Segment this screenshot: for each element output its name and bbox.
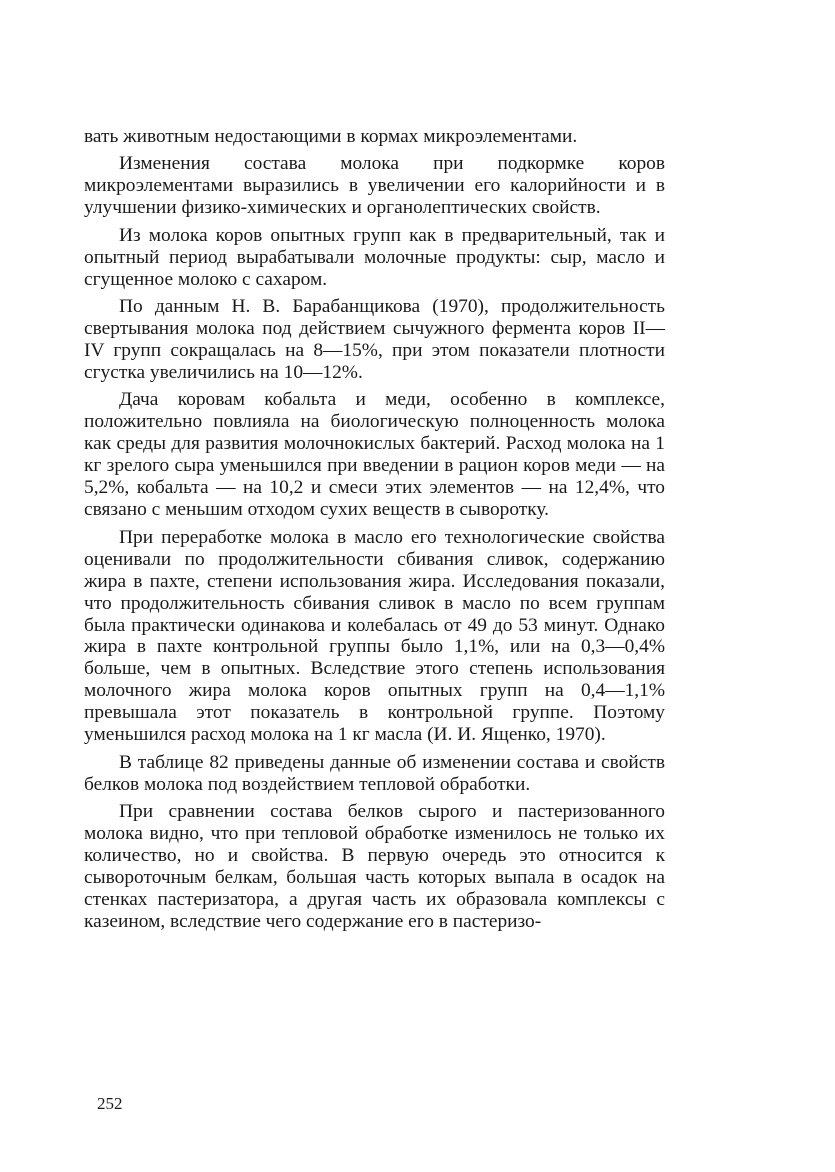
paragraph-2: Изменения состава молока при подкормке коров микроэлементами выразились в увеличении его калорийности и в улучшении физико-химических и органолептических свойств. [84, 153, 665, 219]
page-number: 252 [97, 1094, 123, 1113]
paragraph-5: Дача коровам кобальта и меди, особенно в комплексе, положительно повлияла на биологическую полноценность молока как среды для развития молочнокислых бактерий. Расход молока на 1 кг зрелого сыра уменьшился при введении в рацион коров меди — на 5,2%, кобальта — на 10,2 и смеси этих элементов — на 12,4%, что связано с меньшим отходом сухих веществ в сыворотку. [84, 389, 665, 521]
paragraph-8: При сравнении состава белков сырого и пастеризованного молока видно, что при тепловой обработке изменилось не только их количество, но и свойства. В первую очередь это относится к сывороточным белкам, большая часть которых выпала в осадок на стенках пастеризатора, а другая часть их образовала комплексы с казеином, вследствие чего содержание его в пастеризо- [84, 801, 665, 932]
paragraph-1: вать животным недостающими в кормах микроэлементами. [84, 126, 578, 147]
page-text [84, 126, 665, 933]
paragraph-3: Из молока коров опытных групп как в предварительный, так и опытный период вырабатывали молочные продукты: сыр, масло и сгущенное молоко с сахаром. [84, 224, 665, 290]
paragraph-4: По данным Н. В. Барабанщикова (1970), продолжительность свертывания молока под действием сычужного фермента коров II—IV групп сокращалась на 8—15%, при этом показатели плотности сгустка увеличились на 10—12%. [84, 296, 665, 384]
paragraph-6: При переработке молока в масло его технологические свойства оценивали по продолжительности сбивания сливок, содержанию жира в пахте, степени использования жира. Исследования показали, что продолжительность сбивания сливок в масло по всем группам была практически одинакова и колебалась от 49 до 53 минут. Однако жира в пахте контрольной группы было 1,1%, или на 0,3—0,4% больше, чем в опытных. Вследствие этого степень использования молочного жира молока коров опытных групп на 0,4—1,1% превышала этот показатель в контрольной группе. Поэтому уменьшился расход молока на 1 кг масла (И. И. Ященко, 1970). [84, 526, 665, 746]
paragraph-7: В таблице 82 приведены данные об изменении состава и свойств белков молока под воздействием тепловой обработки. [84, 751, 665, 795]
